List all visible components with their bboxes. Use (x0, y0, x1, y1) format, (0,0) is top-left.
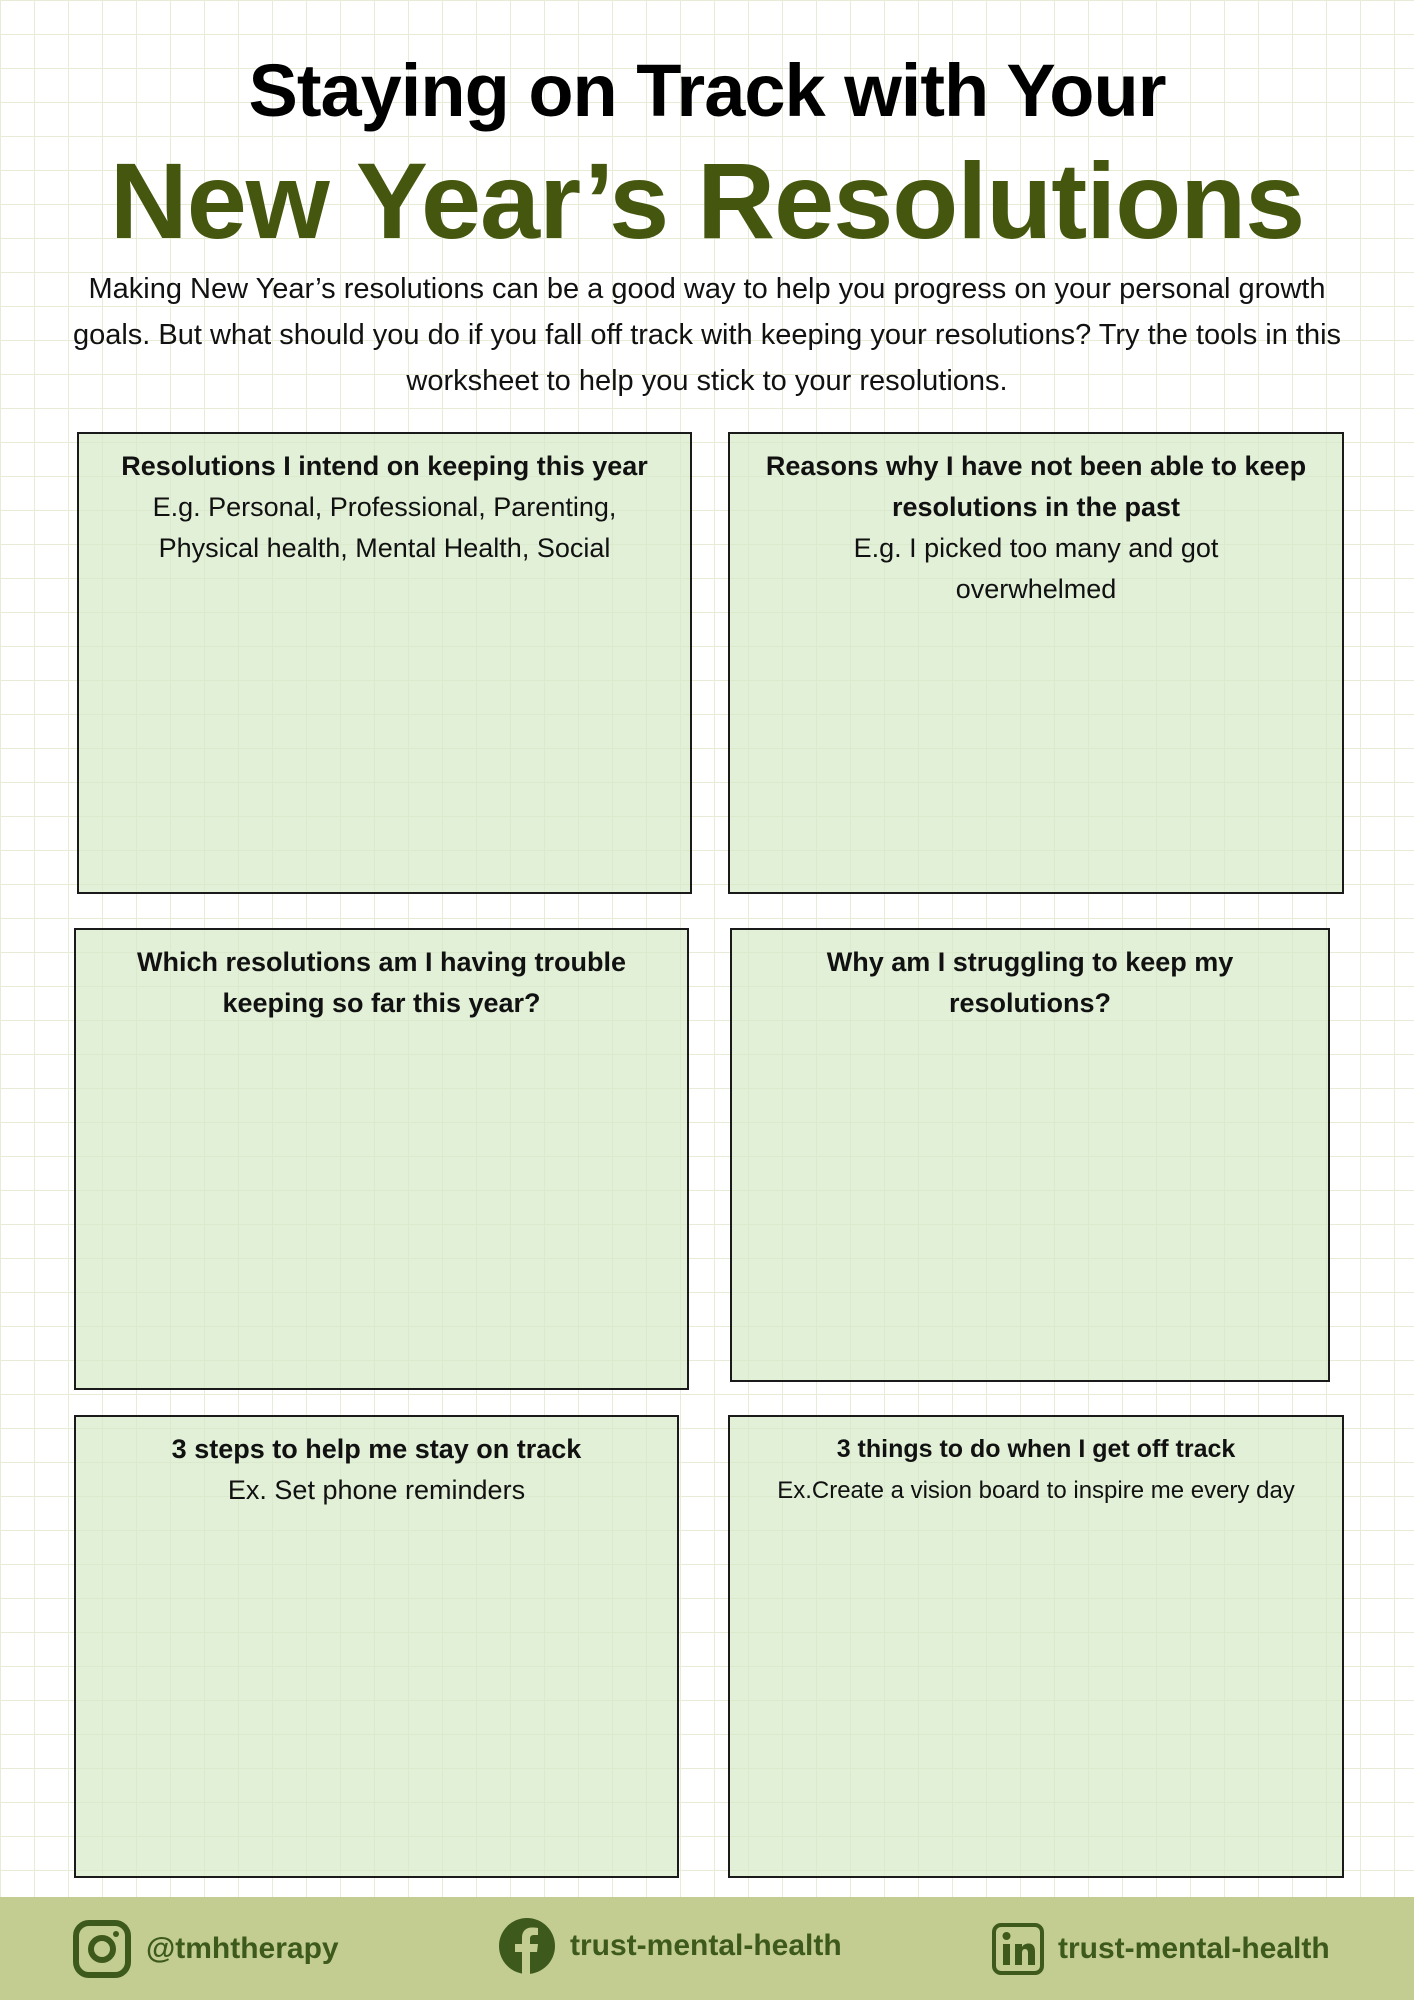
social-linkedin[interactable] (992, 1923, 1330, 1975)
social-handle: @tmhtherapy (146, 1932, 339, 1965)
social-instagram[interactable] (72, 1919, 339, 1979)
box-example: Ex.Create a vision board to inspire me every day (777, 1477, 1295, 1504)
social-handle: trust-mental-health (1058, 1932, 1330, 1965)
box-trouble-keeping[interactable] (74, 928, 689, 1390)
box-why-struggling[interactable] (730, 928, 1330, 1382)
box-example: E.g. Personal, Professional, Parenting, Physical health, Mental Health, Social (152, 492, 617, 563)
box-heading: Which resolutions am I having trouble keeping so far this year? (136, 947, 627, 1018)
facebook-icon (498, 1917, 556, 1975)
box-example: E.g. I picked too many and got overwhelmed (853, 533, 1219, 604)
instagram-icon (72, 1919, 132, 1979)
title-line-2: New Year’s Resolutions (109, 140, 1305, 261)
intro-paragraph: Making New Year’s resolutions can be a good way to help you progress on your personal growth goals. But what should you do if you fall off track with keeping your resolutions? Try the tools in this worksheet to help you stick to your resolutions. (72, 273, 1342, 397)
title-line-1: Staying on Track with Your (248, 49, 1166, 132)
box-resolutions-to-keep[interactable] (77, 432, 692, 894)
box-heading: Resolutions I intend on keeping this year (121, 451, 648, 481)
linkedin-icon (992, 1923, 1044, 1975)
social-handle: trust-mental-health (570, 1929, 842, 1962)
box-heading: Reasons why I have not been able to keep resolutions in the past (765, 451, 1307, 522)
box-heading: Why am I struggling to keep my resolutions? (826, 947, 1234, 1018)
box-heading: 3 steps to help me stay on track (171, 1434, 582, 1464)
box-past-reasons[interactable] (728, 432, 1344, 894)
footer (0, 1897, 1414, 2000)
box-heading: 3 things to do when I get off track (836, 1435, 1236, 1463)
box-example: Ex. Set phone reminders (227, 1475, 526, 1505)
social-facebook[interactable] (498, 1917, 842, 1975)
box-things-when-off-track[interactable] (728, 1415, 1344, 1878)
box-steps-stay-on-track[interactable] (74, 1415, 679, 1878)
